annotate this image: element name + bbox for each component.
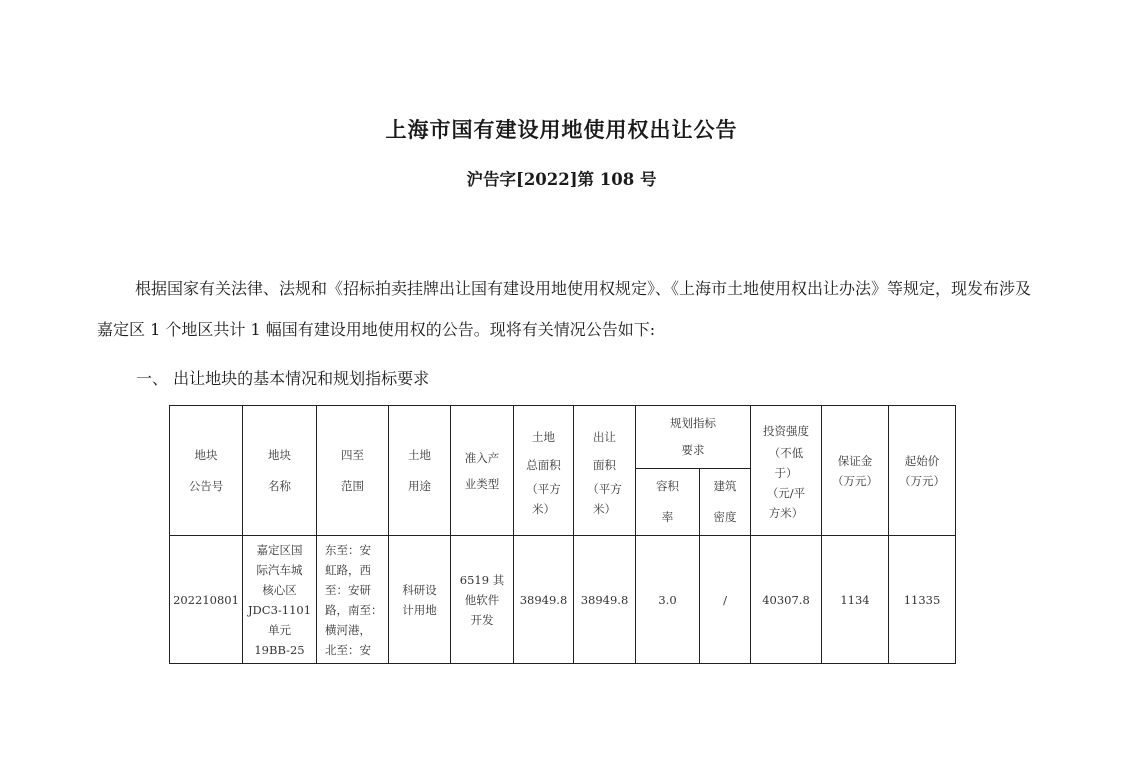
- header-plot-no: 地块 公告号: [170, 406, 243, 536]
- cell-deposit: 1134: [822, 536, 889, 664]
- cell-plot-no: 202210801: [170, 536, 243, 664]
- header-plot-name: 地块 名称: [243, 406, 317, 536]
- land-plot-table: [169, 405, 956, 664]
- cell-building-density: /: [700, 536, 751, 664]
- cell-boundaries: 东至：安 虹路，西 至：安研 路，南至： 横河港， 北至：安: [317, 536, 389, 664]
- cell-transfer-area: 38949.8: [574, 536, 636, 664]
- cell-total-area: 38949.8: [514, 536, 574, 664]
- cell-industry-type: 6519 其 他软件 开发: [451, 536, 514, 664]
- header-planning-requirements: 规划指标 要求: [636, 406, 751, 469]
- header-total-area: 土地 总面积 （平方 米）: [514, 406, 574, 536]
- header-starting-price: 起始价 （万元）: [889, 406, 956, 536]
- cell-plot-name: 嘉定区国 际汽车城 核心区 JDC3-1101 单元 19BB-25: [243, 536, 317, 664]
- cell-land-use: 科研设 计用地: [389, 536, 451, 664]
- header-plot-ratio: 容积 率: [636, 469, 700, 536]
- section-heading: 一、 出让地块的基本情况和规划指标要求: [136, 369, 430, 388]
- table-row: [170, 536, 956, 664]
- announcement-title: 上海市国有建设用地使用权出让公告: [385, 118, 738, 142]
- header-investment-intensity: 投资强度 （不低 于） （元/平 方米）: [751, 406, 822, 536]
- header-industry-type: 准入产 业类型: [451, 406, 514, 536]
- intro-paragraph: 根据国家有关法律、法规和《招标拍卖挂牌出让国有建设用地使用权规定》、《上海市土地使用权出让办法》等规定，现发布涉及嘉定区 1 个地区共计 1 幅国有建设用地使用权的公告。现将有关情况公告如下:: [97, 279, 1032, 339]
- document-number: 沪告字[2022]第 108 号: [466, 170, 657, 189]
- cell-starting-price: 11335: [889, 536, 956, 664]
- header-deposit: 保证金 （万元）: [822, 406, 889, 536]
- header-transfer-area: 出让 面积 （平方 米）: [574, 406, 636, 536]
- header-boundaries: 四至 范围: [317, 406, 389, 536]
- cell-investment-intensity: 40307.8: [751, 536, 822, 664]
- header-building-density: 建筑 密度: [700, 469, 751, 536]
- cell-plot-ratio: 3.0: [636, 536, 700, 664]
- header-land-use: 土地 用途: [389, 406, 451, 536]
